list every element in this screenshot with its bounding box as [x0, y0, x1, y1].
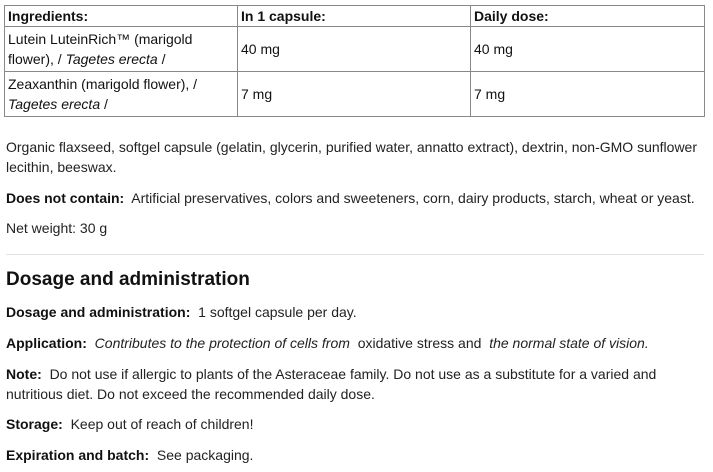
dosage-line [6, 302, 704, 322]
storage-line [6, 414, 704, 434]
ingredients-table [4, 5, 705, 117]
other-ingredients: Organic flaxseed, softgel capsule (gelatin, glycerin, purified water, annatto extract), dextrin, non-GMO sunflower lecithin, beeswax. [6, 139, 698, 175]
ingredient-name-text: Lutein LuteinRich™ (marigold flower), / [8, 31, 193, 67]
application-text-1: Contributes to the protection of cells from [94, 335, 350, 351]
table-row [5, 72, 705, 117]
header-per-capsule: In 1 capsule: [238, 6, 471, 27]
header-ingredients: Ingredients: [5, 6, 238, 27]
ingredient-daily-dose: 40 mg [471, 27, 705, 72]
batch-text: See packaging. [156, 447, 254, 463]
ingredient-name-text: Zeaxanthin (marigold flower), / [8, 76, 198, 92]
note-line [6, 364, 704, 404]
dosage-label: Dosage and administration: [6, 304, 191, 320]
ingredient-name [5, 27, 238, 72]
note-label: Note: [6, 366, 42, 382]
header-daily-dose: Daily dose: [471, 6, 705, 27]
ingredient-slash: / [157, 51, 166, 67]
section-divider [6, 254, 704, 255]
ingredient-latin-name: Tagetes erecta [8, 96, 101, 112]
ingredient-slash: / [100, 96, 108, 112]
ingredient-name [5, 72, 238, 117]
does-not-contain [6, 188, 704, 208]
dosage-heading: Dosage and administration [6, 269, 250, 290]
ingredient-per-capsule: 40 mg [238, 27, 471, 72]
ingredient-latin-name: Tagetes erecta [65, 51, 158, 67]
table-row [5, 27, 705, 72]
ingredient-daily-dose: 7 mg [471, 72, 705, 117]
table-header-row [5, 6, 705, 27]
batch-line [6, 445, 704, 465]
application-text-3: the normal state of vision. [489, 335, 649, 351]
storage-text: Keep out of reach of children! [70, 416, 254, 432]
does-not-contain-label: Does not contain: [6, 190, 125, 206]
storage-label: Storage: [6, 416, 63, 432]
dosage-text: 1 softgel capsule per day. [198, 304, 357, 320]
net-weight: Net weight: 30 g [6, 220, 108, 236]
application-line [6, 333, 704, 353]
ingredient-per-capsule: 7 mg [238, 72, 471, 117]
does-not-contain-text: Artificial preservatives, colors and sweeteners, corn, dairy products, starch, wheat or yeast. [131, 190, 695, 206]
application-label: Application: [6, 335, 87, 351]
application-text-2: oxidative stress and [357, 335, 482, 351]
batch-label: Expiration and batch: [6, 447, 150, 463]
note-text: Do not use if allergic to plants of the Asteraceae family. Do not use as a substitute for a varied and nutritious diet. Do not exceed the recommended daily dose. [6, 366, 657, 402]
